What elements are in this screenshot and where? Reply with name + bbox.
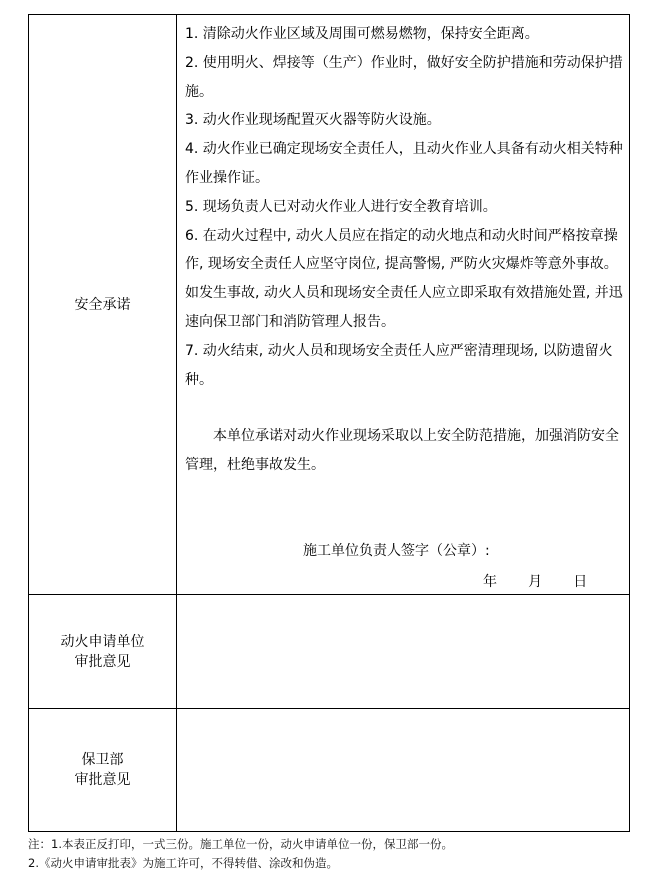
safety-commitment-row: [29, 15, 630, 595]
pledge-item-2: 2. 使用明火、焊接等（生产）作业时，做好安全防护措施和劳动保护措施。: [185, 54, 623, 100]
footnote-1: 注：1.本表正反打印，一式三份。施工单位一份，动火申请单位一份，保卫部一份。: [28, 837, 453, 851]
safety-commitment-label: 安全承诺: [29, 15, 177, 595]
signature-label: 施工单位负责人签字（公章）:: [303, 543, 490, 559]
commitment-statement: 本单位承诺对动火作业现场采取以上安全防范措施，加强消防安全管理，杜绝事故发生。: [185, 428, 619, 474]
security-approval-row: [29, 709, 630, 832]
date-label: 年 月 日: [483, 574, 588, 590]
safety-commitment-content: [177, 15, 630, 595]
security-approval-field[interactable]: [177, 709, 630, 832]
applicant-approval-field[interactable]: [177, 595, 630, 709]
approval-form-table: [28, 14, 630, 832]
security-approval-label: [29, 709, 177, 832]
pledge-item-4: 4. 动火作业已确定现场安全责任人，且动火作业人具备有动火相关特种作业操作证。: [185, 141, 623, 186]
security-label-line1: 保卫部: [81, 752, 124, 768]
pledge-item-5: 5. 现场负责人已对动火作业人进行安全教育培训。: [185, 198, 497, 215]
security-label-line2: 审批意见: [74, 772, 131, 788]
applicant-label-line2: 审批意见: [74, 653, 131, 670]
pledge-item-6: 6. 在动火过程中, 动火人员应在指定的动火地点和动火时间严格按章操作, 现场安全责任人应坚守岗位, 提高警惕, 严防火灾爆炸等意外事故。如发生事故, 动火人员和现场安全责任人应立即采取有效措施处置, 并迅速向保卫部门和消防管理人报告。: [185, 227, 623, 330]
applicant-approval-row: [29, 595, 630, 709]
applicant-approval-label: [29, 595, 177, 709]
pledge-item-7: 7. 动火结束, 动火人员和现场安全责任人应严密清理现场, 以防遗留火种。: [185, 342, 613, 388]
pledge-list: [177, 15, 629, 480]
pledge-item-3: 3. 动火作业现场配置灭火器等防火设施。: [185, 112, 441, 129]
applicant-label-line1: 动火申请单位: [60, 633, 145, 650]
footnote-2: 2.《动火申请审批表》为施工许可，不得转借、涂改和伪造。: [28, 856, 338, 870]
footnotes: [28, 835, 453, 873]
pledge-item-1: 1. 清除动火作业区域及周围可燃易燃物，保持安全距离。: [185, 26, 539, 42]
